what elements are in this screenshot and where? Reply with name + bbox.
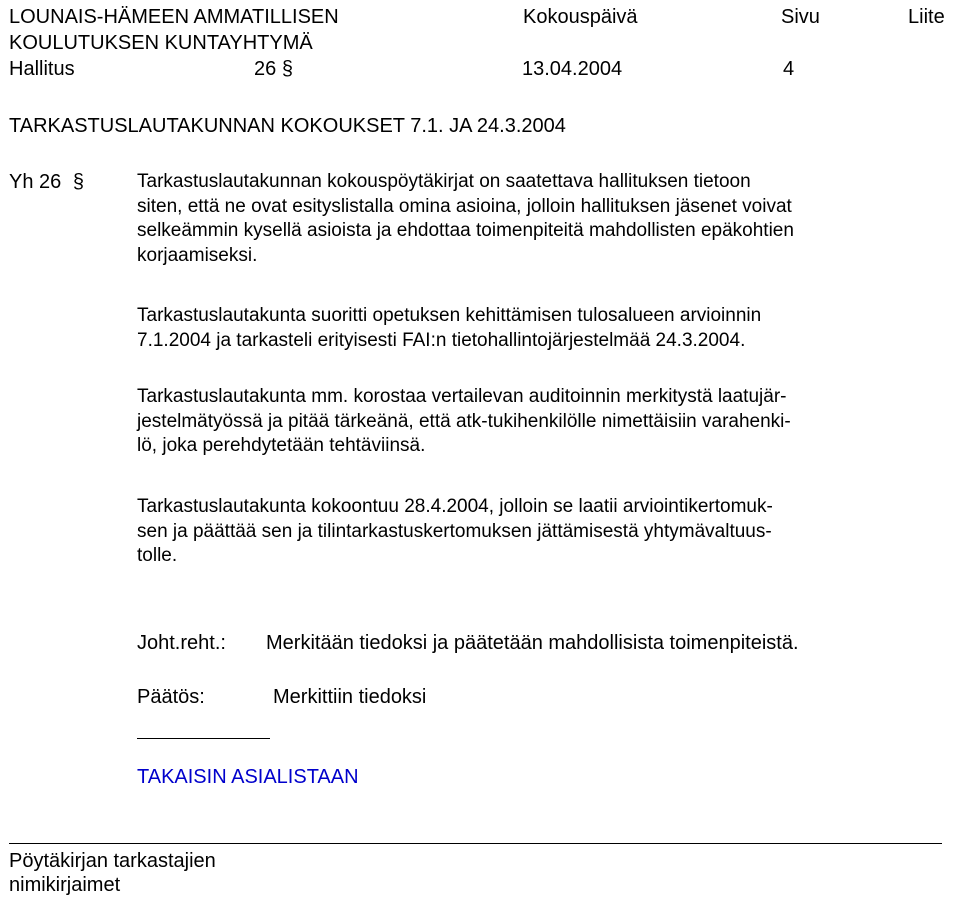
paragraph-line: Tarkastuslautakunta suoritti opetuksen kehittämisen tulosalueen arvioinnin: [137, 305, 762, 326]
page-number: 4: [783, 58, 795, 80]
paragraph-line: tolle.: [137, 545, 178, 566]
paragraph-4: [137, 495, 949, 569]
page-label: Sivu: [781, 6, 820, 28]
paragraph-3: [137, 385, 949, 459]
attachment-label: Liite: [908, 6, 945, 28]
footer-rule: [9, 843, 942, 844]
section-symbol: §: [281, 58, 293, 80]
org-name-line2: KOULUTUKSEN KUNTAYHTYMÄ: [9, 32, 313, 54]
paragraph-1: [137, 170, 949, 268]
paragraph-line: siten, että ne ovat esityslistalla omina asioina, jolloin hallituksen jäsenet voivat: [137, 195, 792, 217]
footer-line2: nimikirjaimet: [9, 874, 121, 896]
paragraph-line: lö, joka perehdytetään tehtäviinsä.: [137, 435, 426, 456]
paragraph-2: [137, 304, 949, 353]
signature-line: [137, 738, 270, 739]
footer-line1: Pöytäkirjan tarkastajien: [9, 850, 216, 872]
paragraph-line: jestelmätyössä ja pitää tärkeänä, että atk-tukihenkilölle nimettäisiin varahenki-: [137, 410, 791, 432]
paragraph-line: Tarkastuslautakunta mm. korostaa vertailevan auditoinnin merkitystä laatujär-: [137, 386, 787, 407]
proposal-label: Joht.reht.:: [137, 632, 226, 654]
paragraph-line: selkeämmin kysellä asioista ja ehdottaa toimenpiteitä mahdollisten epäkohtien: [137, 220, 794, 241]
meeting-date-label: Kokouspäivä: [523, 6, 638, 28]
meeting-date: 13.04.2004: [522, 58, 623, 80]
item-label: [9, 171, 84, 194]
decision-text: Merkittiin tiedoksi: [273, 686, 427, 708]
org-name-line1: LOUNAIS-HÄMEEN AMMATILLISEN: [9, 6, 339, 28]
back-to-agenda-link[interactable]: TAKAISIN ASIALISTAAN: [137, 766, 359, 788]
proposal-text: Merkitään tiedoksi ja päätetään mahdollisista toimenpiteistä.: [266, 632, 799, 654]
item-section-symbol: §: [72, 171, 84, 193]
paragraph-line: sen ja päättää sen ja tilintarkastuskertomuksen jättämisestä yhtymävaltuus-: [137, 520, 772, 542]
paragraph-line: korjaamiseksi.: [137, 244, 258, 266]
decision-label: Päätös:: [137, 686, 205, 708]
item-label-text: Yh 26: [9, 171, 62, 193]
paragraph-line: 7.1.2004 ja tarkasteli erityisesti FAI:n tietohallintojärjestelmää 24.3.2004.: [137, 329, 746, 351]
paragraph-line: Tarkastuslautakunnan kokouspöytäkirjat on saatettava hallituksen tietoon: [137, 171, 751, 192]
body-name: Hallitus: [9, 58, 75, 80]
section-number-value: 26: [254, 58, 277, 80]
document-title: TARKASTUSLAUTAKUNNAN KOKOUKSET 7.1. JA 24.3.2004: [9, 115, 566, 137]
section-number: [254, 58, 293, 81]
paragraph-line: Tarkastuslautakunta kokoontuu 28.4.2004, jolloin se laatii arviointikertomuk-: [137, 496, 773, 517]
